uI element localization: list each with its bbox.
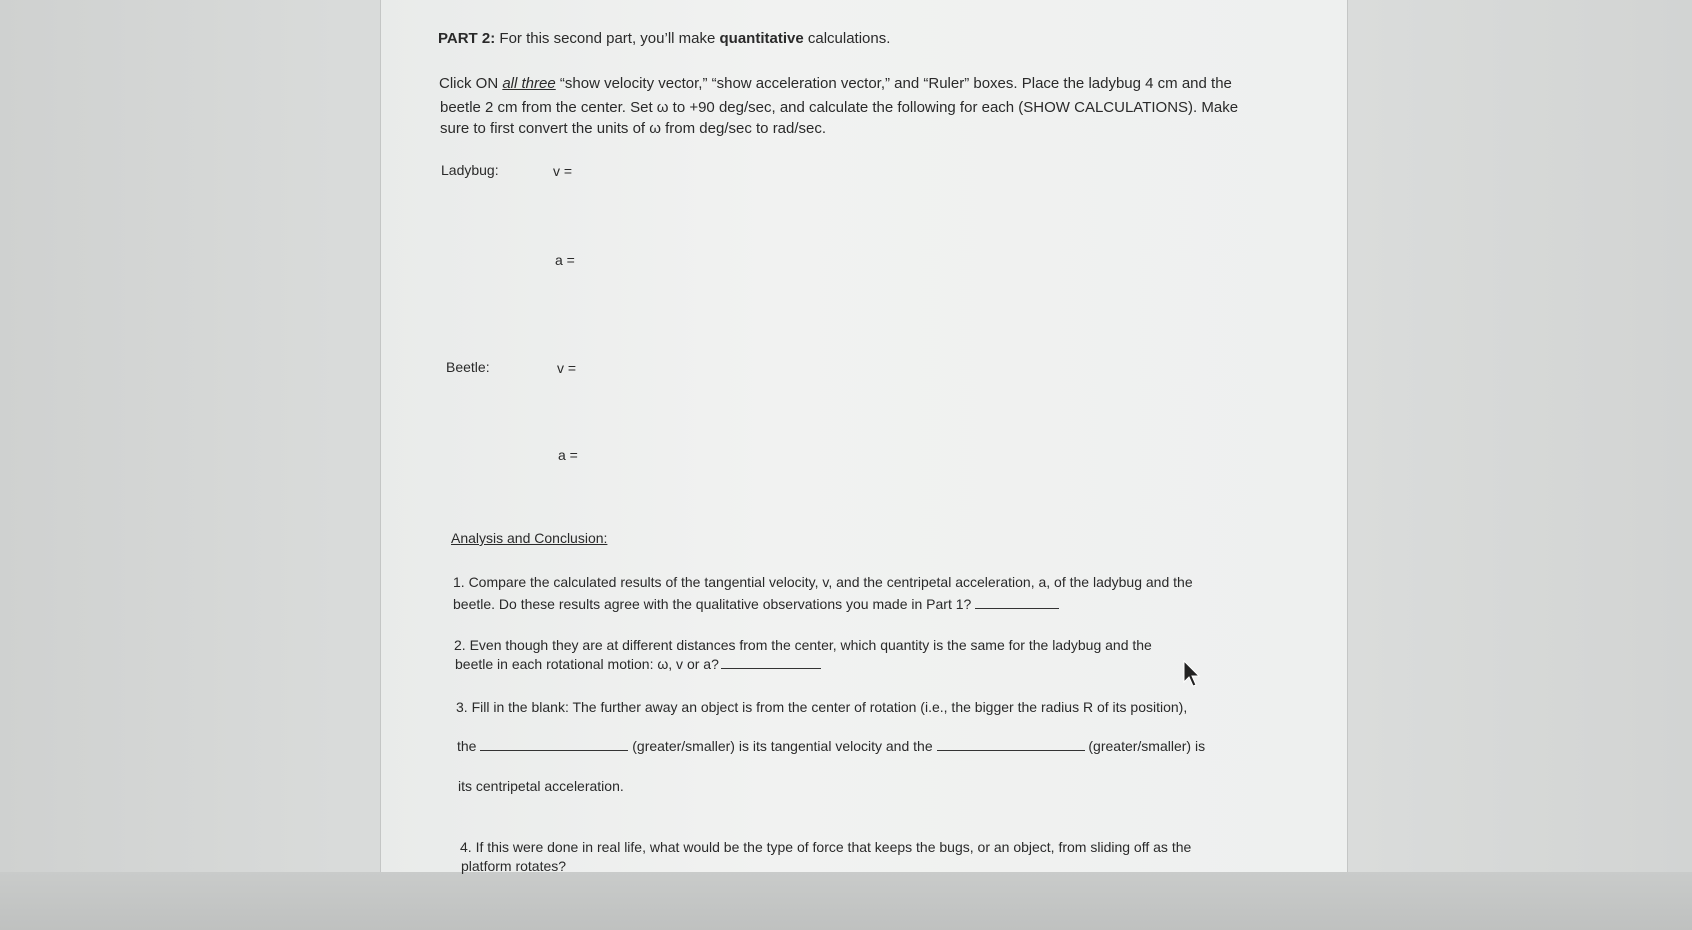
instructions-emphasis: all three xyxy=(502,75,556,92)
question-1-answer-blank[interactable] xyxy=(975,596,1059,609)
beetle-acceleration-label: a = xyxy=(558,447,578,463)
instructions-line-2: beetle 2 cm from the center. Set ω to +90 deg/sec, and calculate the following for each (SHOW CALCULATIONS). Make xyxy=(440,99,1239,116)
part2-text-before: For this second part, you’ll make xyxy=(495,30,720,47)
part2-text-after: calculations. xyxy=(803,30,891,47)
part2-heading xyxy=(438,28,890,49)
question-2-text: beetle in each rotational motion: ω, v or a? xyxy=(455,656,719,672)
question-2-line-1: 2. Even though they are at different distances from the center, which quantity is the same for the ladybug and the xyxy=(454,637,1152,653)
ladybug-velocity-label: v = xyxy=(553,163,573,179)
part2-label: PART 2: xyxy=(438,30,496,47)
question-3-line-2 xyxy=(457,736,1205,757)
mouse-pointer-icon xyxy=(1183,660,1201,688)
question-1-line-2 xyxy=(453,594,1059,615)
question-2-answer-blank[interactable] xyxy=(721,656,821,669)
question-3-end-text: (greater/smaller) is xyxy=(1088,738,1206,754)
analysis-title: Analysis and Conclusion: xyxy=(451,530,608,546)
desk-surface xyxy=(0,872,1692,930)
question-3-line-3: its centripetal acceleration. xyxy=(458,778,624,794)
instructions-line-3: sure to first convert the units of ω from deg/sec to rad/sec. xyxy=(440,120,827,137)
question-3-middle-text: (greater/smaller) is its tangential velocity and the xyxy=(632,738,933,754)
beetle-velocity-label: v = xyxy=(557,360,577,376)
question-3-line-1: 3. Fill in the blank: The further away an object is from the center of rotation (i.e., the bigger the radius R of its position), xyxy=(456,699,1188,715)
ladybug-label: Ladybug: xyxy=(441,162,499,178)
question-4-line-1: 4. If this were done in real life, what would be the type of force that keeps the bugs, or an object, from sliding off as the xyxy=(460,839,1192,855)
question-4-line-2: platform rotates? xyxy=(461,858,567,874)
question-3-blank-acceleration[interactable] xyxy=(937,738,1085,751)
question-1-line-1: 1. Compare the calculated results of the tangential velocity, v, and the centripetal acceleration, a, of the ladybug and the xyxy=(453,574,1193,590)
instructions-line1-rest: “show velocity vector,” “show acceleration vector,” and “Ruler” boxes. Place the ladybug 4 cm and the xyxy=(555,75,1232,92)
instructions-prefix: Click ON xyxy=(439,75,503,92)
instructions-line-1 xyxy=(439,73,1232,94)
question-1-text: beetle. Do these results agree with the qualitative observations you made in Part 1? xyxy=(453,596,972,612)
question-2-line-2 xyxy=(455,654,821,675)
question-3-blank-velocity[interactable] xyxy=(480,738,628,751)
ladybug-acceleration-label: a = xyxy=(555,252,575,268)
part2-bold-word: quantitative xyxy=(719,30,804,47)
beetle-label: Beetle: xyxy=(446,359,490,375)
question-3-the: the xyxy=(457,738,477,754)
